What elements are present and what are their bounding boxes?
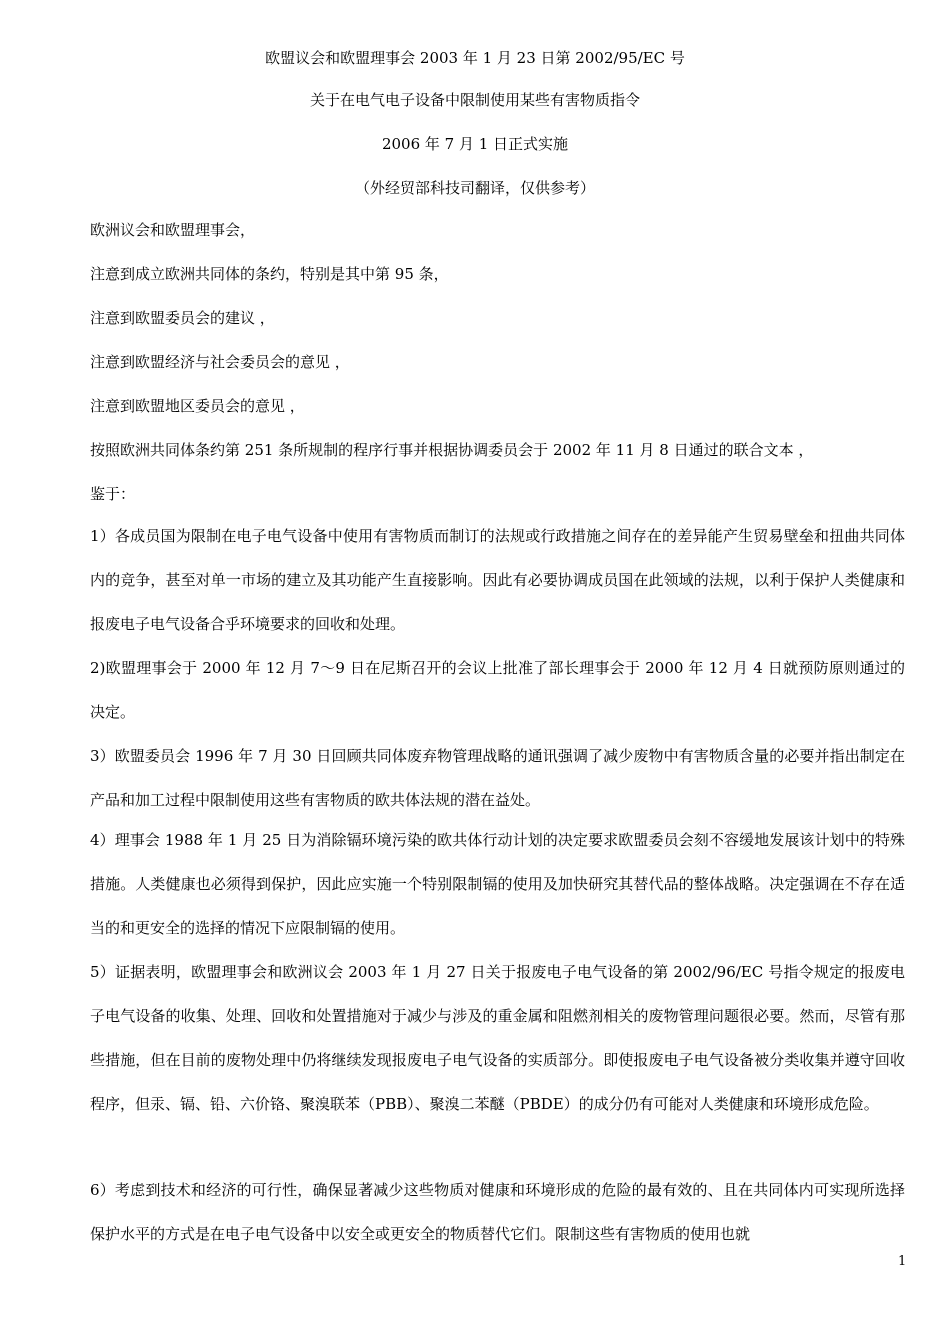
doc-title-line-3: 2006 年 7 月 1 日正式实施 xyxy=(381,135,569,153)
doc-title-line-1: 欧盟议会和欧盟理事会 2003 年 1 月 23 日第 2002/95/EC 号 xyxy=(265,49,685,67)
paragraph-recital-regions: 注意到欧盟地区委员会的意见 ， xyxy=(90,397,305,415)
doc-title-line-2: 关于在电气电子设备中限制使用某些有害物质指令 xyxy=(309,91,640,109)
doc-title-line-4: （外经贸部科技司翻译，仅供参考） xyxy=(354,179,595,197)
paragraph-procedure: 按照欧洲共同体条约第 251 条所规制的程序行事并根据协调委员会于 2002 年 11 月 8 日通过的联合文本 ， xyxy=(90,441,814,459)
paragraph-point-6: 6）考虑到技术和经济的可行性，确保显著减少这些物质对健康和环境形成的危险的最有效的、且在共同体内可实现所选择保护水平的方式是在电子电气设备中以安全或更安全的物质替代它们。限制这些有害物质的使用也就 xyxy=(90,1181,905,1243)
paragraph-recital-economic: 注意到欧盟经济与社会委员会的意见 ， xyxy=(90,353,350,371)
paragraph-recital-commission: 注意到欧盟委员会的建议 ， xyxy=(90,309,275,327)
paragraph-point-1: 1）各成员国为限制在电子电气设备中使用有害物质而制订的法规或行政措施之间存在的差异能产生贸易壁垒和扭曲共同体内的竞争，甚至对单一市场的建立及其功能产生直接影响。因此有必要协调成员国在此领域的法规，以利于保护人类健康和报废电子电气设备合乎环境要求的回收和处理。 xyxy=(90,527,905,633)
paragraph-whereas: 鉴于： xyxy=(90,485,136,503)
paragraph-recital-treaty: 注意到成立欧洲共同体的条约，特别是其中第 95 条， xyxy=(90,265,449,283)
paragraph-point-2: 2)欧盟理事会于 2000 年 12 月 7～9 日在尼斯召开的会议上批准了部长理事会于 2000 年 12 月 4 日就预防原则通过的决定。 xyxy=(90,659,905,721)
paragraph-point-4: 4）理事会 1988 年 1 月 25 日为消除镉环境污染的欧共体行动计划的决定要求欧盟委员会刻不容缓地发展该计划中的特殊措施。人类健康也必须得到保护，因此应实施一个特别限制镉的使用及加快研究其替代品的整体战略。决定强调在不存在适当的和更安全的选择的情况下应限制镉的使用。 xyxy=(90,831,905,937)
paragraph-point-3: 3）欧盟委员会 1996 年 7 月 30 日回顾共同体废弃物管理战略的通讯强调了减少废物中有害物质含量的必要并指出制定在产品和加工过程中限制使用这些有害物质的欧共体法规的潜在益处。 xyxy=(90,747,905,809)
paragraph-addressee: 欧洲议会和欧盟理事会， xyxy=(90,221,256,239)
paragraph-point-5: 5）证据表明，欧盟理事会和欧洲议会 2003 年 1 月 27 日关于报废电子电气设备的第 2002/96/EC 号指令规定的报废电子电气设备的收集、处理、回收和处置措施对于减少与涉及的重金属和阻燃剂相关的废物管理问题很必要。然而，尽管有那些措施，但在目前的废物处理中仍将继续发现报废电子电气设备的实质部分。即使报废电子电气设备被分类收集并遵守回收程序，但汞、镉、铅、六价铬、聚溴联苯（PBB）、聚溴二苯醚（PBDE）的成分仍有可能对人类健康和环境形成危险。 xyxy=(90,963,905,1113)
page-number: 1 xyxy=(898,1254,907,1269)
